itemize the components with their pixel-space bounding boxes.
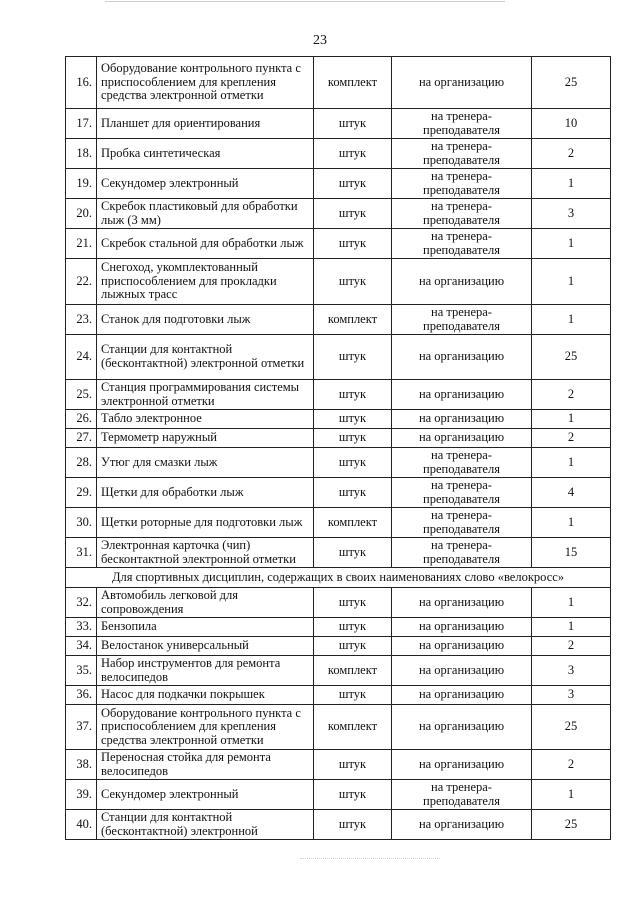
quantity: 2 — [532, 139, 611, 169]
item-name: Оборудование контрольного пункта с приспособлением для крепления средства электронной отметки — [97, 705, 314, 750]
scan-artifact-dots — [300, 858, 440, 860]
calculation-unit: на организацию — [392, 588, 532, 618]
row-number: 28. — [66, 448, 97, 478]
table-row — [66, 637, 611, 656]
row-number: 33. — [66, 618, 97, 637]
row-number: 22. — [66, 259, 97, 305]
item-name: Табло электронное — [97, 410, 314, 429]
calculation-unit: на тренера-преподавателя — [392, 508, 532, 538]
row-number: 21. — [66, 229, 97, 259]
unit-of-measure: штук — [314, 199, 392, 229]
calculation-unit: на организацию — [392, 705, 532, 750]
calculation-unit: на организацию — [392, 57, 532, 109]
calculation-unit: на организацию — [392, 637, 532, 656]
item-name: Станция программирования системы электронной отметки — [97, 380, 314, 410]
quantity: 1 — [532, 448, 611, 478]
item-name: Станции для контактной (бесконтактной) электронной отметки — [97, 335, 314, 380]
calculation-unit: на организацию — [392, 380, 532, 410]
item-name: Автомобиль легковой для сопровождения — [97, 588, 314, 618]
calculation-unit: на тренера-преподавателя — [392, 305, 532, 335]
table-row — [66, 335, 611, 380]
unit-of-measure: штук — [314, 335, 392, 380]
quantity: 2 — [532, 380, 611, 410]
unit-of-measure: штук — [314, 750, 392, 780]
unit-of-measure: штук — [314, 139, 392, 169]
unit-of-measure: комплект — [314, 57, 392, 109]
table-row — [66, 508, 611, 538]
calculation-unit: на организацию — [392, 429, 532, 448]
table-row — [66, 199, 611, 229]
quantity: 10 — [532, 109, 611, 139]
calculation-unit: на тренера-преподавателя — [392, 169, 532, 199]
table-row — [66, 380, 611, 410]
quantity: 1 — [532, 780, 611, 810]
item-name: Переносная стойка для ремонта велосипедов — [97, 750, 314, 780]
item-name: Утюг для смазки лыж — [97, 448, 314, 478]
table-row — [66, 109, 611, 139]
calculation-unit: на тренера-преподавателя — [392, 109, 532, 139]
calculation-unit: на тренера-преподавателя — [392, 448, 532, 478]
row-number: 39. — [66, 780, 97, 810]
unit-of-measure: штук — [314, 259, 392, 305]
row-number: 27. — [66, 429, 97, 448]
table-row — [66, 229, 611, 259]
page-number: 23 — [313, 33, 327, 48]
quantity: 25 — [532, 335, 611, 380]
unit-of-measure: штук — [314, 410, 392, 429]
unit-of-measure: штук — [314, 169, 392, 199]
table-row — [66, 169, 611, 199]
table-row — [66, 750, 611, 780]
unit-of-measure: штук — [314, 380, 392, 410]
calculation-unit: на тренера-преподавателя — [392, 139, 532, 169]
table-row — [66, 780, 611, 810]
equipment-table — [65, 56, 611, 840]
row-number: 34. — [66, 637, 97, 656]
row-number: 32. — [66, 588, 97, 618]
item-name: Станок для подготовки лыж — [97, 305, 314, 335]
table-row — [66, 429, 611, 448]
item-name: Щетки роторные для подготовки лыж — [97, 508, 314, 538]
quantity: 1 — [532, 169, 611, 199]
unit-of-measure: штук — [314, 780, 392, 810]
section-header-row — [66, 568, 611, 588]
table-row — [66, 618, 611, 637]
row-number: 30. — [66, 508, 97, 538]
row-number: 36. — [66, 686, 97, 705]
item-name: Термометр наружный — [97, 429, 314, 448]
row-number: 40. — [66, 810, 97, 840]
quantity: 2 — [532, 429, 611, 448]
calculation-unit: на тренера-преподавателя — [392, 538, 532, 568]
row-number: 29. — [66, 478, 97, 508]
unit-of-measure: комплект — [314, 656, 392, 686]
item-name: Скребок стальной для обработки лыж — [97, 229, 314, 259]
unit-of-measure: комплект — [314, 305, 392, 335]
table-row — [66, 410, 611, 429]
calculation-unit: на тренера-преподавателя — [392, 780, 532, 810]
item-name: Скребок пластиковый для обработки лыж (3 мм) — [97, 199, 314, 229]
quantity: 1 — [532, 259, 611, 305]
unit-of-measure: штук — [314, 618, 392, 637]
quantity: 2 — [532, 637, 611, 656]
row-number: 18. — [66, 139, 97, 169]
calculation-unit: на тренера-преподавателя — [392, 229, 532, 259]
quantity: 3 — [532, 686, 611, 705]
item-name: Насос для подкачки покрышек — [97, 686, 314, 705]
row-number: 25. — [66, 380, 97, 410]
item-name: Станции для контактной (бесконтактной) электронной — [97, 810, 314, 840]
quantity: 1 — [532, 305, 611, 335]
section-title: Для спортивных дисциплин, содержащих в своих наименованиях слово «велокросс» — [66, 568, 611, 588]
item-name: Снегоход, укомплектованный приспособлением для прокладки лыжных трасс — [97, 259, 314, 305]
quantity: 3 — [532, 656, 611, 686]
unit-of-measure: штук — [314, 478, 392, 508]
row-number: 16. — [66, 57, 97, 109]
table-row — [66, 588, 611, 618]
calculation-unit: на организацию — [392, 656, 532, 686]
row-number: 31. — [66, 538, 97, 568]
quantity: 1 — [532, 618, 611, 637]
quantity: 1 — [532, 588, 611, 618]
quantity: 1 — [532, 410, 611, 429]
item-name: Оборудование контрольного пункта с приспособлением для крепления средства электронной отметки — [97, 57, 314, 109]
unit-of-measure: штук — [314, 538, 392, 568]
table-row — [66, 259, 611, 305]
item-name: Бензопила — [97, 618, 314, 637]
quantity: 4 — [532, 478, 611, 508]
item-name: Планшет для ориентирования — [97, 109, 314, 139]
quantity: 25 — [532, 705, 611, 750]
unit-of-measure: штук — [314, 637, 392, 656]
item-name: Велостанок универсальный — [97, 637, 314, 656]
calculation-unit: на организацию — [392, 686, 532, 705]
table-row — [66, 705, 611, 750]
table-row — [66, 305, 611, 335]
calculation-unit: на организацию — [392, 335, 532, 380]
item-name: Секундомер электронный — [97, 780, 314, 810]
calculation-unit: на организацию — [392, 810, 532, 840]
table-row — [66, 478, 611, 508]
scan-top-edge-line — [105, 1, 505, 2]
calculation-unit: на организацию — [392, 618, 532, 637]
quantity: 25 — [532, 57, 611, 109]
calculation-unit: на организацию — [392, 259, 532, 305]
unit-of-measure: штук — [314, 109, 392, 139]
unit-of-measure: штук — [314, 429, 392, 448]
calculation-unit: на организацию — [392, 750, 532, 780]
quantity: 1 — [532, 508, 611, 538]
row-number: 26. — [66, 410, 97, 429]
unit-of-measure: штук — [314, 229, 392, 259]
item-name: Набор инструментов для ремонта велосипедов — [97, 656, 314, 686]
quantity: 2 — [532, 750, 611, 780]
calculation-unit: на тренера-преподавателя — [392, 199, 532, 229]
table-row — [66, 538, 611, 568]
unit-of-measure: штук — [314, 448, 392, 478]
quantity: 15 — [532, 538, 611, 568]
row-number: 38. — [66, 750, 97, 780]
item-name: Электронная карточка (чип) бесконтактной электронной отметки — [97, 538, 314, 568]
table-row — [66, 810, 611, 840]
unit-of-measure: комплект — [314, 705, 392, 750]
quantity: 25 — [532, 810, 611, 840]
unit-of-measure: штук — [314, 588, 392, 618]
calculation-unit: на организацию — [392, 410, 532, 429]
row-number: 37. — [66, 705, 97, 750]
item-name: Щетки для обработки лыж — [97, 478, 314, 508]
unit-of-measure: комплект — [314, 508, 392, 538]
row-number: 24. — [66, 335, 97, 380]
table-row — [66, 139, 611, 169]
row-number: 23. — [66, 305, 97, 335]
row-number: 19. — [66, 169, 97, 199]
row-number: 20. — [66, 199, 97, 229]
row-number: 35. — [66, 656, 97, 686]
unit-of-measure: штук — [314, 810, 392, 840]
quantity: 1 — [532, 229, 611, 259]
table-row — [66, 448, 611, 478]
unit-of-measure: штук — [314, 686, 392, 705]
item-name: Секундомер электронный — [97, 169, 314, 199]
table-row — [66, 686, 611, 705]
table-row — [66, 57, 611, 109]
table-row — [66, 656, 611, 686]
row-number: 17. — [66, 109, 97, 139]
calculation-unit: на тренера-преподавателя — [392, 478, 532, 508]
quantity: 3 — [532, 199, 611, 229]
item-name: Пробка синтетическая — [97, 139, 314, 169]
